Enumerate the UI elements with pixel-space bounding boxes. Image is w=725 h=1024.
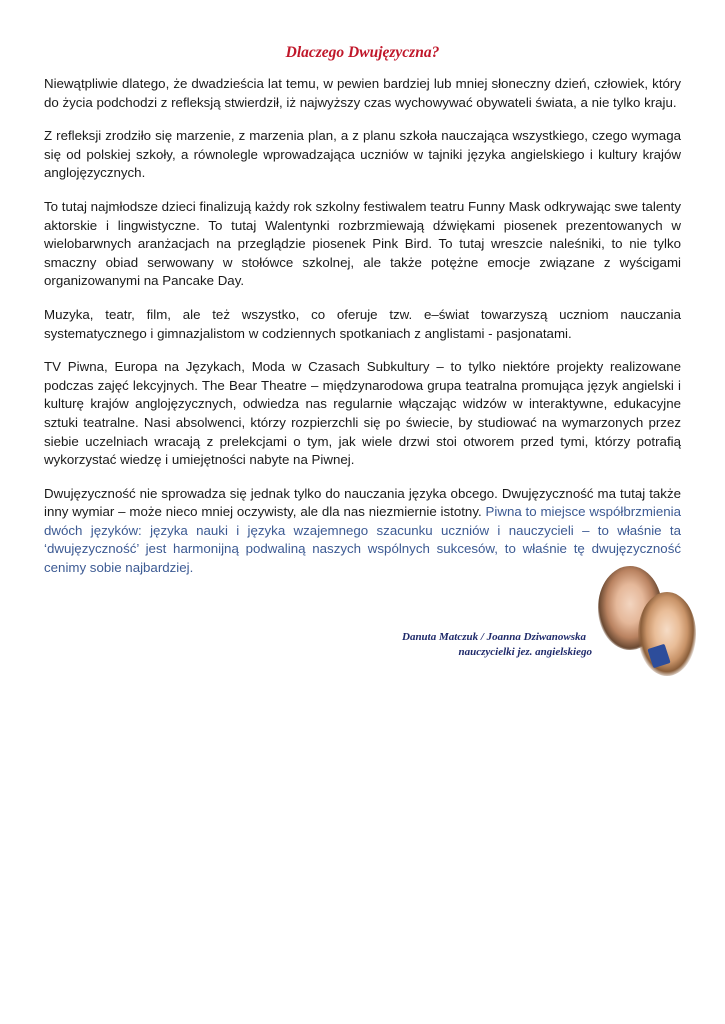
paragraph-2: Z refleksji zrodziło się marzenie, z marzenia plan, a z planu szkoła nauczająca wszystkiego, czego wymaga się od polskiej szkoły, a równolegle wprowadzająca uczniów w tajniki języka angielskiego i kultury krajów anglojęzycznych. xyxy=(44,128,681,181)
paragraph-1: Niewątpliwie dlatego, że dwadzieścia lat temu, w pewien bardziej lub mniej słoneczny dzień, człowiek, który do życia podchodzi z refleksją stwierdził, iż najwyższy czas wychowywać obywateli świata, a nie tylko kraju. xyxy=(44,76,681,110)
signature-block xyxy=(330,630,592,660)
document-title: Dlaczego Dwujęzyczna? xyxy=(285,44,440,61)
paragraph-6 xyxy=(44,485,681,578)
paragraph-4: Muzyka, teatr, film, ale też wszystko, co oferuje tzw. e–świat towarzyszą uczniom nauczania systematycznego i gimnazjalistom w codziennych spotkaniach z anglistami - pasjonatami. xyxy=(44,306,681,341)
document-body xyxy=(44,75,681,593)
paragraph-6-highlight: Piwna to miejsce współbrzmienia dwóch języków: języka nauki i języka wzajemnego szacunku uczniów i nauczycieli – to właśnie ta ‘dwujęzyczność’ jest harmonijną podwaliną naszych wspólnych sukcesów, to właśnie tę dwujęzyczność cenimy sobie najbardziej. xyxy=(44,504,681,576)
paragraph-3: To tutaj najmłodsze dzieci finalizują każdy rok szkolny festiwalem teatru Funny Mask odkrywając swe talenty aktorskie i lingwistyczne. To tutaj Walentynki rozbrzmiewają dźwiękami piosenek prezentowanych w wielobarwnych aranżacjach na przeglądzie piosenek Pink Bird. To tutaj wreszcie naleśniki, to nie tylko smaczny obiad serwowany w stołówce szkolnej, ale także potężne emocje związane z wyścigami organizowanymi na Pancake Day. xyxy=(44,198,681,289)
signature-role: nauczycielki jez. angielskiego xyxy=(458,646,592,658)
paragraph-6-text: Dwujęzyczność nie sprowadza się jednak tylko do nauczania języka obcego. Dwujęzyczność ma tutaj także inny wymiar – może nieco mniej oczywisty, ale dla nas niezmiernie istotny. xyxy=(44,485,681,520)
paragraph-5: TV Piwna, Europa na Językach, Moda w Czasach Subkultury – to tylko niektóre projekty realizowane podczas zajęć lekcyjnych. The Bear Theatre – międzynarodowa grupa teatralna promująca język angielski i kulturę krajów anglojęzycznych, odwiedza nas regularnie włączając widzów w interaktywne, edukacyjne sztuki teatralne. Nasi absolwenci, którzy rozpierzchli się po świecie, by studiować na wymarzonych przez siebie uczelniach wracają z prelekcjami o tym, jak wiele drzwi stoi otworem przed tymi, którzy potrafią wykorzystać wiedzę i umiejętności nabyte na Piwnej. xyxy=(44,359,681,468)
signature-names: Danuta Matczuk / Joanna Dziwanowska xyxy=(402,631,586,643)
teachers-photo xyxy=(598,566,698,676)
